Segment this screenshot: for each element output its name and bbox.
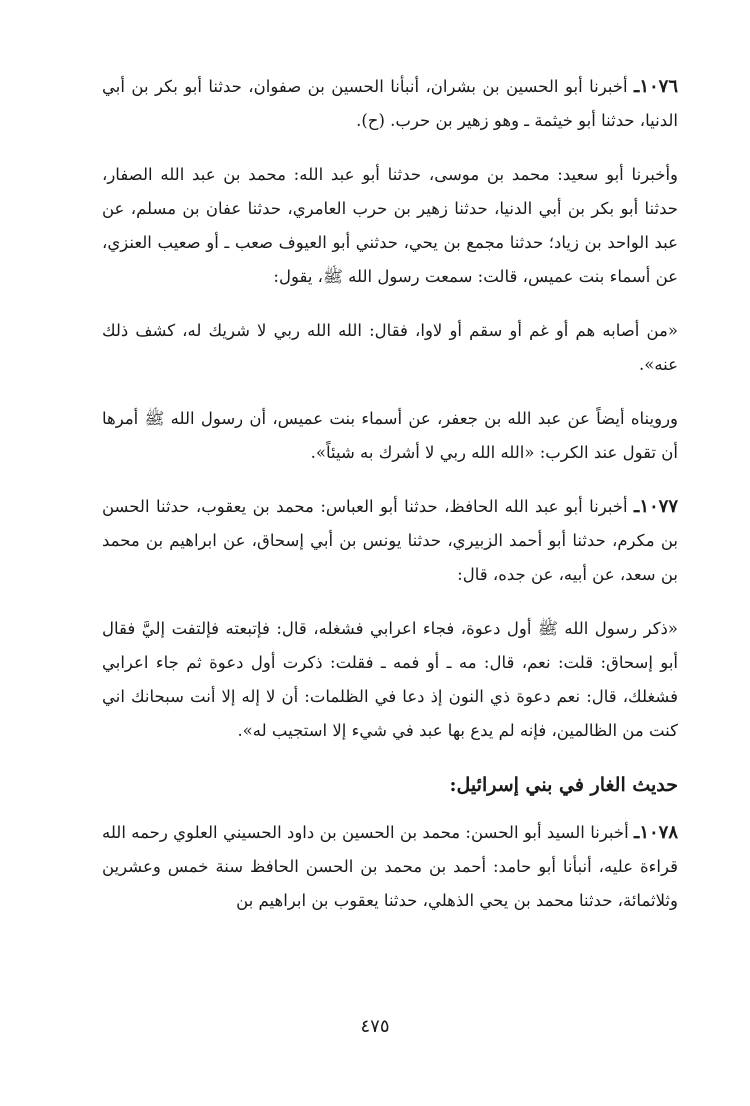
- paragraph-text: «من أصابه هم أو غم أو سقم أو لاوا، فقال: الله الله ربي لا شريك له، كشف ذلك عنه».: [102, 321, 678, 374]
- paragraph-text: أخبرنا السيد أبو الحسن: محمد بن الحسين بن داود الحسيني العلوي رحمه الله قراءة عليه، أنبأنا أبو حامد: أحمد بن محمد بن الحسن الحافظ سنة خمس وعشرين وثلاثمائة، حدثنا محمد بن يحي الذهلي، حدثنا يعقوب بن ابراهيم بن: [102, 823, 678, 910]
- paragraph-text: أخبرنا أبو عبد الله الحافظ، حدثنا أبو العباس: محمد بن يعقوب، حدثنا الحسن بن مكرم، حدثنا أبو أحمد الزبيري، حدثنا يونس بن أبي إسحاق، عن ابراهيم بن محمد بن سعد، عن أبيه، عن جده، قال:: [102, 497, 678, 584]
- hadith-number: ١٠٧٨ـ: [634, 822, 678, 843]
- paragraph-text: وأخبرنا أبو سعيد: محمد بن موسى، حدثنا أبو عبد الله: محمد بن عبد الله الصفار، حدثنا أبو بكر بن أبي الدنيا، حدثنا زهير بن حرب العامري، حدثنا عفان بن مسلم، عن عبد الواحد بن زياد؛ حدثنا مجمع بن يحي، حدثني أبو العيوف صعب ـ أو صعيب العنزي، عن أسماء بنت عميس، قالت: سمعت رسول الله ﷺ، يقول:: [102, 165, 678, 286]
- paragraph-quote-1: [102, 314, 678, 382]
- paragraph-1076: [102, 70, 678, 138]
- page-number: ٤٧٥: [360, 1016, 390, 1037]
- hadith-number: ١٠٧٧ـ: [634, 496, 678, 517]
- paragraph-text: «ذكر رسول الله ﷺ أول دعوة، فجاء اعرابي فشغله، قال: فإتبعته فإلتفت إليَّ فقال أبو إسحاق: قلت: نعم، قال: مه ـ أو فمه ـ فقلت: ذكرت أول دعوة ثم جاء اعرابي فشغلك، قال: نعم دعوة ذي النون إذ دعا في الظلمات: أن لا إله إلا أنت سبحانك اني كنت من الظالمين، فإنه لم يدع بها عبد في شيء إلا استجيب له».: [102, 619, 678, 740]
- paragraph-1078: [102, 816, 678, 918]
- page-body: [102, 70, 678, 938]
- paragraph-isnad: [102, 158, 678, 294]
- hadith-number: ١٠٧٦ـ: [634, 76, 678, 97]
- paragraph-text: أخبرنا أبو الحسين بن بشران، أنبأنا الحسين بن صفوان، حدثنا أبو بكر بن أبي الدنيا، حدثنا أبو خيثمة ـ وهو زهير بن حرب. (ح).: [102, 77, 678, 130]
- paragraph-text: ورويناه أيضاً عن عبد الله بن جعفر، عن أسماء بنت عميس، أن رسول الله ﷺ أمرها أن تقول عند الكرب: «الله الله ربي لا أشرك به شيئاً».: [102, 409, 678, 462]
- section-heading: حديث الغار في بني إسرائيل:: [449, 774, 678, 796]
- paragraph-1077: [102, 490, 678, 592]
- paragraph-riwaya: [102, 402, 678, 470]
- paragraph-quote-2: [102, 612, 678, 748]
